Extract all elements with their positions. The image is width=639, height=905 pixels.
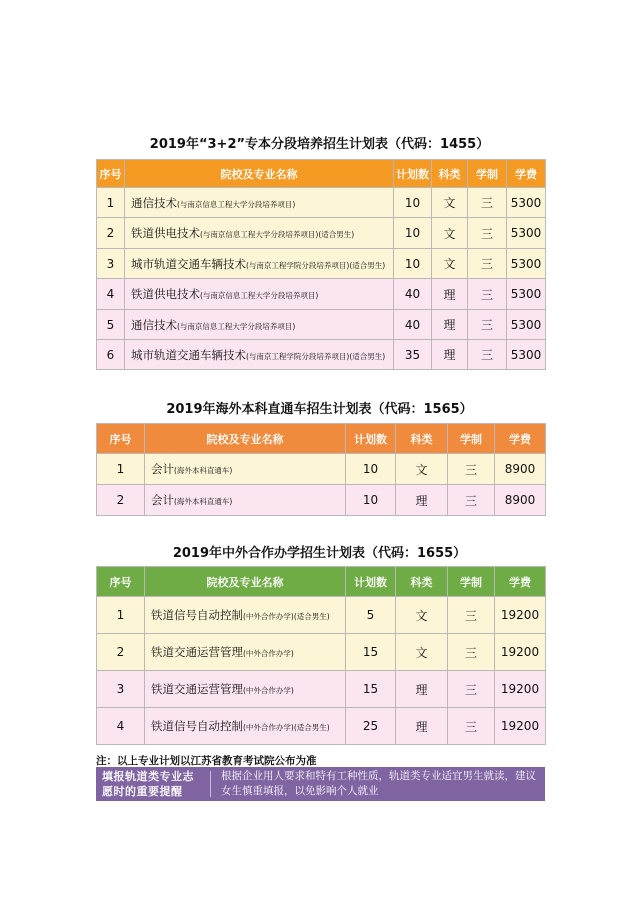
cell-type: 文 xyxy=(396,597,448,634)
cell-major xyxy=(145,671,346,708)
header-plan: 计划数 xyxy=(346,424,396,454)
reminder-text xyxy=(221,769,545,799)
cell-years: 三 xyxy=(448,485,495,516)
cell-no: 3 xyxy=(97,671,145,708)
cell-type: 文 xyxy=(432,249,468,279)
cell-plan: 5 xyxy=(346,597,396,634)
cell-years: 三 xyxy=(468,279,507,310)
cell-type: 文 xyxy=(432,218,468,249)
major-name: 通信技术 xyxy=(131,195,177,210)
table-row xyxy=(97,249,546,279)
major-note: (中外合作办学) xyxy=(243,686,294,695)
major-name: 会计 xyxy=(151,462,174,476)
major-note: (海外本科直通车) xyxy=(174,466,233,475)
major-note: (与南京信息工程大学分段培养项目)(适合男生) xyxy=(200,230,355,239)
cell-plan: 25 xyxy=(346,708,396,745)
cell-plan: 10 xyxy=(394,218,432,249)
cell-type: 理 xyxy=(396,671,448,708)
cell-type: 理 xyxy=(432,310,468,340)
cell-fee: 19200 xyxy=(495,671,546,708)
cell-type: 理 xyxy=(396,708,448,745)
cell-no: 2 xyxy=(97,634,145,671)
reminder-text-line1: 根据企业用人要求和特有工种性质，轨道类专业适宜男生就读，建议 xyxy=(221,770,536,782)
table1-title: 2019年“3+2”专本分段培养招生计划表（代码：1455） xyxy=(149,137,490,152)
table-row xyxy=(97,671,546,708)
header-no: 序号 xyxy=(97,424,145,454)
major-name: 铁道供电技术 xyxy=(131,287,200,301)
major-name: 铁道交通运营管理 xyxy=(151,645,243,659)
footnote: 注：以上专业计划以江苏省教育考试院公布为准 xyxy=(96,755,317,767)
cell-plan: 10 xyxy=(394,249,432,279)
cell-type: 文 xyxy=(396,634,448,671)
reminder-label-line2: 愿时的重要提醒 xyxy=(102,785,183,798)
header-fee: 学费 xyxy=(507,160,546,188)
major-name: 铁道信号自动控制 xyxy=(151,608,243,622)
cell-years: 三 xyxy=(468,218,507,249)
plan-table-1 xyxy=(96,159,546,370)
cell-years: 三 xyxy=(448,597,495,634)
major-name: 铁道供电技术 xyxy=(131,226,200,240)
table-row xyxy=(97,597,546,634)
cell-fee: 5300 xyxy=(507,310,546,340)
header-no: 序号 xyxy=(97,160,125,188)
header-major: 院校及专业名称 xyxy=(145,567,346,597)
cell-years: 三 xyxy=(468,340,507,370)
cell-major xyxy=(125,249,394,279)
cell-major xyxy=(145,454,346,485)
cell-no: 4 xyxy=(97,279,125,310)
cell-type: 文 xyxy=(432,188,468,218)
major-name: 铁道交通运营管理 xyxy=(151,682,243,696)
cell-major xyxy=(125,188,394,218)
reminder-box xyxy=(96,767,545,801)
table-row xyxy=(97,485,546,516)
header-years: 学制 xyxy=(448,567,495,597)
cell-plan: 15 xyxy=(346,634,396,671)
table-row xyxy=(97,340,546,370)
header-fee: 学费 xyxy=(495,567,546,597)
cell-no: 5 xyxy=(97,310,125,340)
cell-no: 1 xyxy=(97,454,145,485)
cell-major xyxy=(145,597,346,634)
major-note: (与南京信息工程大学分段培养项目) xyxy=(177,199,296,209)
cell-plan: 15 xyxy=(346,671,396,708)
table-row xyxy=(97,708,546,745)
plan-table-3 xyxy=(96,566,546,745)
cell-fee: 8900 xyxy=(495,485,546,516)
cell-fee: 8900 xyxy=(495,454,546,485)
table-header xyxy=(97,567,546,597)
cell-major xyxy=(125,279,394,310)
cell-years: 三 xyxy=(468,310,507,340)
cell-type: 理 xyxy=(396,485,448,516)
cell-major xyxy=(125,310,394,340)
major-note: (海外本科直通车) xyxy=(174,497,233,506)
cell-fee: 19200 xyxy=(495,708,546,745)
major-note: (与南京信息工程大学分段培养项目) xyxy=(200,291,319,300)
table-row xyxy=(97,310,546,340)
major-name: 会计 xyxy=(151,493,174,507)
cell-years: 三 xyxy=(448,708,495,745)
major-note: (与南京信息工程大学分段培养项目) xyxy=(177,321,296,331)
table-header xyxy=(97,160,546,188)
header-years: 学制 xyxy=(468,160,507,188)
header-major: 院校及专业名称 xyxy=(125,160,394,188)
header-years: 学制 xyxy=(448,424,495,454)
cell-fee: 5300 xyxy=(507,188,546,218)
cell-plan: 10 xyxy=(394,188,432,218)
header-fee: 学费 xyxy=(495,424,546,454)
header-plan: 计划数 xyxy=(346,567,396,597)
major-note: (中外合作办学)(适合男生) xyxy=(243,723,330,732)
cell-plan: 10 xyxy=(346,485,396,516)
cell-no: 4 xyxy=(97,708,145,745)
reminder-text-line2: 女生慎重填报，以免影响个人就业 xyxy=(221,785,379,797)
header-type: 科类 xyxy=(432,160,468,188)
table-header xyxy=(97,424,546,454)
major-name: 城市轨道交通车辆技术 xyxy=(131,347,246,362)
cell-major xyxy=(125,218,394,249)
table-row xyxy=(97,454,546,485)
major-note: (与南京工程学院分段培养项目)(适合男生) xyxy=(246,351,386,361)
cell-no: 1 xyxy=(97,188,125,218)
cell-years: 三 xyxy=(468,249,507,279)
table2-title: 2019年海外本科直通车招生计划表（代码：1565） xyxy=(166,402,473,417)
cell-plan: 40 xyxy=(394,310,432,340)
table-row xyxy=(97,279,546,310)
cell-plan: 40 xyxy=(394,279,432,310)
header-no: 序号 xyxy=(97,567,145,597)
header-type: 科类 xyxy=(396,424,448,454)
reminder-divider xyxy=(210,771,211,797)
major-note: (中外合作办学)(适合男生) xyxy=(243,612,330,621)
table-row xyxy=(97,218,546,249)
header-type: 科类 xyxy=(396,567,448,597)
table3-title: 2019年中外合作办学招生计划表（代码：1655） xyxy=(172,546,467,561)
major-name: 城市轨道交通车辆技术 xyxy=(131,256,246,271)
cell-type: 理 xyxy=(432,340,468,370)
cell-major xyxy=(145,708,346,745)
cell-years: 三 xyxy=(448,454,495,485)
cell-no: 6 xyxy=(97,340,125,370)
cell-no: 2 xyxy=(97,485,145,516)
cell-fee: 19200 xyxy=(495,597,546,634)
major-name: 铁道信号自动控制 xyxy=(151,719,243,733)
cell-no: 3 xyxy=(97,249,125,279)
cell-fee: 5300 xyxy=(507,249,546,279)
header-major: 院校及专业名称 xyxy=(145,424,346,454)
cell-fee: 5300 xyxy=(507,218,546,249)
major-note: (与南京工程学院分段培养项目)(适合男生) xyxy=(246,260,386,270)
cell-no: 2 xyxy=(97,218,125,249)
table-row xyxy=(97,634,546,671)
cell-years: 三 xyxy=(448,671,495,708)
cell-no: 1 xyxy=(97,597,145,634)
cell-major xyxy=(145,634,346,671)
cell-type: 文 xyxy=(396,454,448,485)
cell-fee: 19200 xyxy=(495,634,546,671)
cell-plan: 35 xyxy=(394,340,432,370)
cell-plan: 10 xyxy=(346,454,396,485)
cell-major xyxy=(145,485,346,516)
cell-fee: 5300 xyxy=(507,279,546,310)
cell-major xyxy=(125,340,394,370)
plan-table-2 xyxy=(96,423,546,516)
cell-years: 三 xyxy=(448,634,495,671)
major-name: 通信技术 xyxy=(131,317,177,332)
cell-fee: 5300 xyxy=(507,340,546,370)
major-note: (中外合作办学) xyxy=(243,649,294,658)
cell-years: 三 xyxy=(468,188,507,218)
reminder-label-line1: 填报轨道类专业志 xyxy=(102,770,194,783)
header-plan: 计划数 xyxy=(394,160,432,188)
table-row xyxy=(97,188,546,218)
reminder-label xyxy=(96,769,210,799)
cell-type: 理 xyxy=(432,279,468,310)
